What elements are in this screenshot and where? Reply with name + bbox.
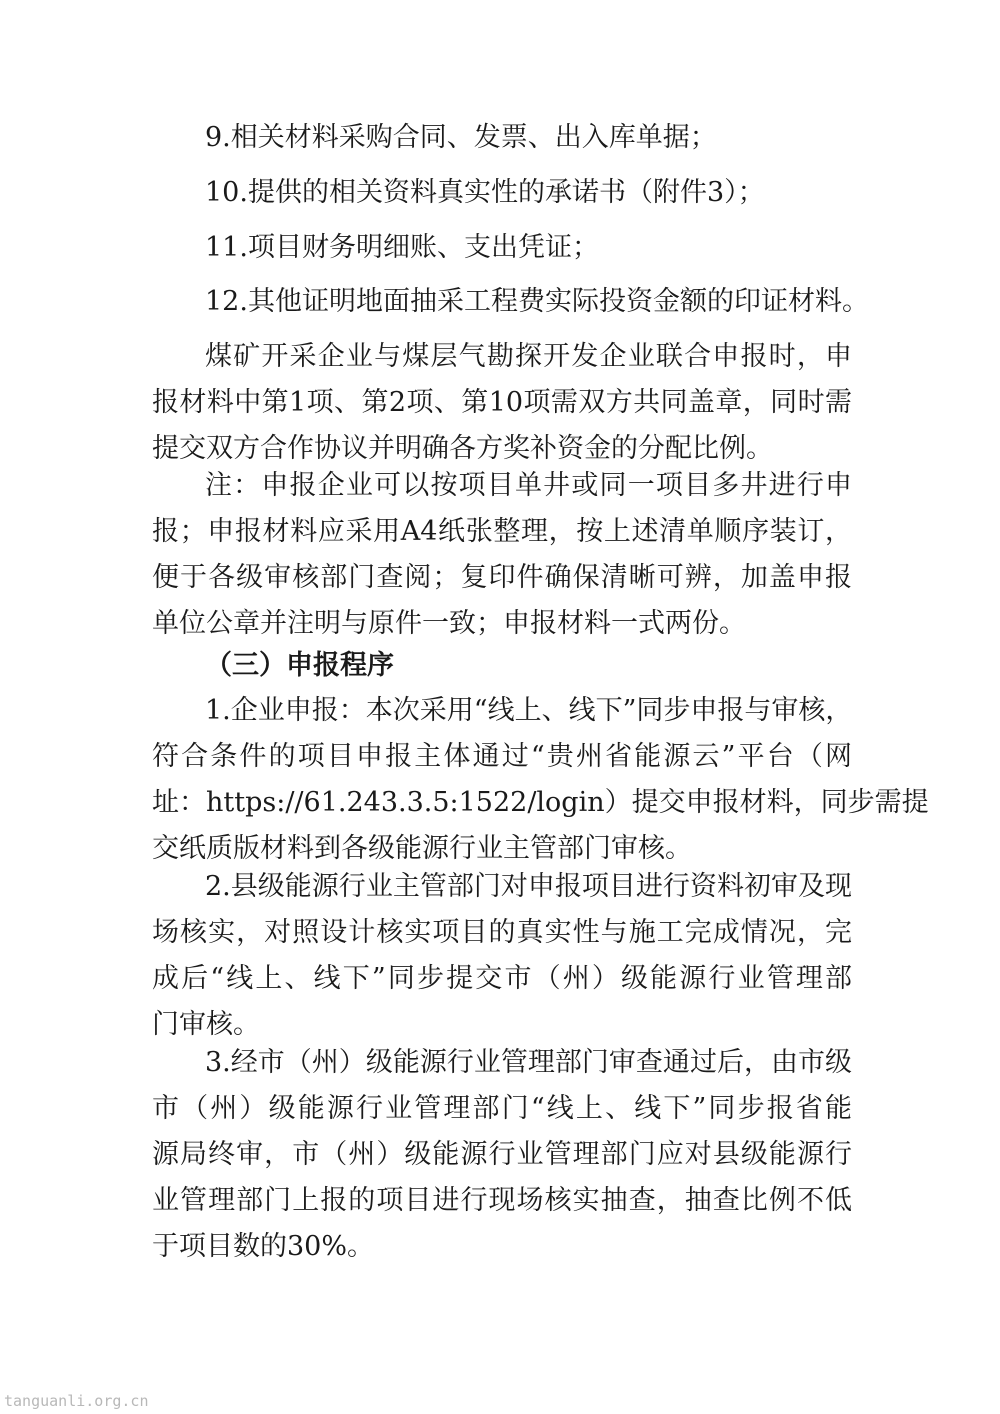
- step2-line-3: 成后“线上、线下”同步提交市（州）级能源行业管理部: [152, 963, 852, 994]
- section-heading: （三）申报程序: [205, 650, 394, 681]
- list-item-11: 11.项目财务明细账、支出凭证；: [205, 232, 599, 263]
- list-item-10: 10.提供的相关资料真实性的承诺书（附件3）；: [205, 177, 765, 208]
- step2-line-4: 门审核。: [152, 1009, 260, 1040]
- joint-para-line-3: 提交双方合作协议并明确各方奖补资金的分配比例。: [152, 433, 773, 464]
- step3-line-1: 3.经市（州）级能源行业管理部门审查通过后，由市级: [205, 1047, 852, 1078]
- step3-line-3: 源局终审，市（州）级能源行业管理部门应对县级能源行: [152, 1139, 852, 1170]
- step1-line-4: 交纸质版材料到各级能源行业主管部门审核。: [152, 833, 692, 864]
- list-item-12: 12.其他证明地面抽采工程费实际投资金额的印证材料。: [205, 286, 869, 317]
- watermark-text: tanguanli.org.cn: [4, 1392, 149, 1410]
- step3-line-5: 于项目数的30%。: [152, 1231, 375, 1262]
- note-para-line-1: 注：申报企业可以按项目单井或同一项目多井进行申: [205, 470, 852, 501]
- list-item-9: 9.相关材料采购合同、发票、出入库单据；: [205, 122, 717, 153]
- step2-line-2: 场核实，对照设计核实项目的真实性与施工完成情况，完: [152, 917, 852, 948]
- step3-line-2: 市（州）级能源行业管理部门“线上、线下”同步报省能: [152, 1093, 852, 1124]
- step1-line-2: 符合条件的项目申报主体通过“贵州省能源云”平台（网: [152, 741, 852, 772]
- note-para-line-3: 便于各级审核部门查阅；复印件确保清晰可辨，加盖申报: [152, 562, 852, 593]
- joint-para-line-2: 报材料中第1项、第2项、第10项需双方共同盖章，同时需: [152, 387, 852, 418]
- step1-line-3: 址：https://61.243.3.5:1522/login）提交申报材料，同步需提: [152, 787, 929, 818]
- step3-line-4: 业管理部门上报的项目进行现场核实抽查，抽查比例不低: [152, 1185, 852, 1216]
- step1-line-1: 1.企业申报：本次采用“线上、线下”同步申报与审核，: [205, 695, 853, 726]
- note-para-line-4: 单位公章并注明与原件一致；申报材料一式两份。: [152, 608, 746, 639]
- note-para-line-2: 报；申报材料应采用A4纸张整理，按上述清单顺序装订，: [152, 516, 852, 547]
- joint-para-line-1: 煤矿开采企业与煤层气勘探开发企业联合申报时，申: [205, 341, 852, 372]
- step2-line-1: 2.县级能源行业主管部门对申报项目进行资料初审及现: [205, 871, 852, 902]
